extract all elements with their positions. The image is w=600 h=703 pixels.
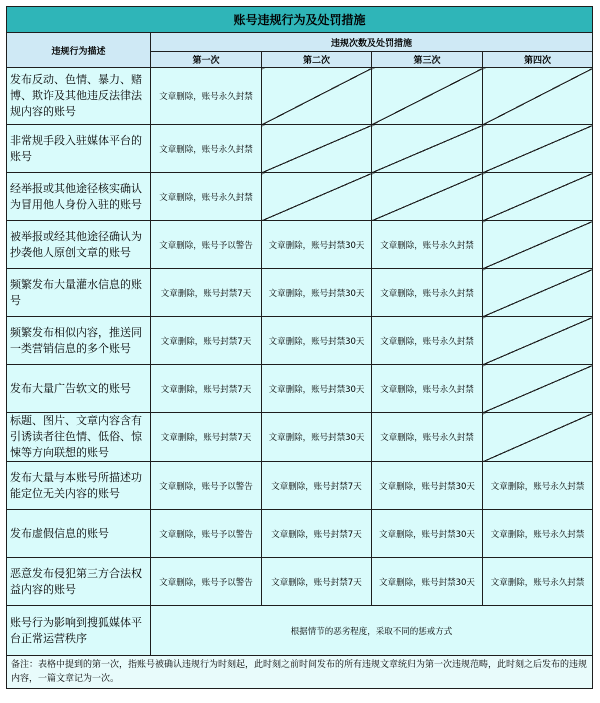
table-row xyxy=(7,68,593,125)
not-applicable-cell xyxy=(483,269,593,317)
not-applicable-cell xyxy=(483,173,593,221)
penalty-cell: 文章删除，账号封禁7天 xyxy=(151,317,262,365)
not-applicable-cell xyxy=(372,68,483,125)
header-second: 第二次 xyxy=(262,52,372,68)
violation-description: 恶意发布侵犯第三方合法权益内容的账号 xyxy=(7,558,151,606)
table-row xyxy=(7,221,593,269)
violation-description: 被举报或经其他途径确认为抄袭他人原创文章的账号 xyxy=(7,221,151,269)
penalty-cell: 文章删除，账号永久封禁 xyxy=(151,68,262,125)
table-row xyxy=(7,606,593,656)
penalty-cell: 文章删除，账号封禁30天 xyxy=(262,317,372,365)
penalty-cell: 文章删除，账号封禁7天 xyxy=(262,558,372,606)
table-row xyxy=(7,317,593,365)
penalty-cell: 文章删除，账号永久封禁 xyxy=(151,173,262,221)
penalty-cell: 文章删除，账号封禁30天 xyxy=(372,462,483,510)
not-applicable-cell xyxy=(262,125,372,173)
penalty-merged-cell: 根据情节的恶劣程度，采取不同的惩戒方式 xyxy=(151,606,593,656)
not-applicable-cell xyxy=(262,173,372,221)
penalty-cell: 文章删除，账号予以警告 xyxy=(151,221,262,269)
violation-description: 频繁发布大量灌水信息的账号 xyxy=(7,269,151,317)
penalty-cell: 文章删除，账号永久封禁 xyxy=(483,558,593,606)
table-row xyxy=(7,269,593,317)
penalty-cell: 文章删除，账号封禁7天 xyxy=(262,462,372,510)
header-third: 第三次 xyxy=(372,52,483,68)
penalty-cell: 文章删除，账号永久封禁 xyxy=(151,125,262,173)
not-applicable-cell xyxy=(372,125,483,173)
not-applicable-cell xyxy=(262,68,372,125)
not-applicable-cell xyxy=(483,365,593,413)
not-applicable-cell xyxy=(483,413,593,462)
table-row xyxy=(7,365,593,413)
penalty-cell: 文章删除，账号封禁30天 xyxy=(262,413,372,462)
table-row xyxy=(7,413,593,462)
violation-description: 发布大量与本账号所描述功能定位无关内容的账号 xyxy=(7,462,151,510)
table-title: 账号违规行为及处罚措施 xyxy=(7,7,593,33)
not-applicable-cell xyxy=(483,221,593,269)
header-first: 第一次 xyxy=(151,52,262,68)
penalty-cell: 文章删除，账号予以警告 xyxy=(151,462,262,510)
penalty-cell: 文章删除，账号封禁7天 xyxy=(151,413,262,462)
penalty-cell: 文章删除，账号封禁7天 xyxy=(151,365,262,413)
penalty-cell: 文章删除，账号永久封禁 xyxy=(483,462,593,510)
table-row xyxy=(7,510,593,558)
note-row xyxy=(7,656,593,689)
violation-description: 发布反动、色情、暴力、赌博、欺诈及其他违反法律法规内容的账号 xyxy=(7,68,151,125)
penalty-table-container xyxy=(6,6,592,689)
violation-description: 经举报或其他途径核实确认为冒用他人身份入驻的账号 xyxy=(7,173,151,221)
not-applicable-cell xyxy=(483,68,593,125)
not-applicable-cell xyxy=(483,125,593,173)
penalty-cell: 文章删除，账号封禁30天 xyxy=(372,558,483,606)
table-row xyxy=(7,125,593,173)
penalty-cell: 文章删除，账号永久封禁 xyxy=(372,269,483,317)
table-row xyxy=(7,173,593,221)
penalty-cell: 文章删除，账号永久封禁 xyxy=(372,317,483,365)
violation-description: 非常规手段入驻媒体平台的账号 xyxy=(7,125,151,173)
penalty-cell: 文章删除，账号封禁30天 xyxy=(372,510,483,558)
not-applicable-cell xyxy=(372,173,483,221)
penalty-cell: 文章删除，账号封禁7天 xyxy=(262,510,372,558)
penalty-cell: 文章删除，账号永久封禁 xyxy=(483,510,593,558)
header-count-group: 违规次数及处罚措施 xyxy=(151,33,593,52)
violation-description: 频繁发布相似内容，推送同一类营销信息的多个账号 xyxy=(7,317,151,365)
header-desc-col: 违规行为描述 xyxy=(7,33,151,68)
not-applicable-cell xyxy=(483,317,593,365)
penalty-cell: 文章删除，账号永久封禁 xyxy=(372,221,483,269)
penalty-cell: 文章删除，账号封禁7天 xyxy=(151,269,262,317)
penalty-table xyxy=(6,6,593,689)
penalty-cell: 文章删除，账号封禁30天 xyxy=(262,365,372,413)
header-fourth: 第四次 xyxy=(483,52,593,68)
table-note: 备注：表格中提到的第一次，指账号被确认违规行为时刻起，此时刻之前时间发布的所有违规文章统归为第一次违规范畴，此时刻之后发布的违规内容，一篇文章记为一次。 xyxy=(7,656,593,689)
penalty-cell: 文章删除，账号封禁30天 xyxy=(262,269,372,317)
violation-description: 发布虚假信息的账号 xyxy=(7,510,151,558)
penalty-cell: 文章删除，账号予以警告 xyxy=(151,558,262,606)
penalty-cell: 文章删除，账号永久封禁 xyxy=(372,413,483,462)
table-row xyxy=(7,558,593,606)
penalty-cell: 文章删除，账号予以警告 xyxy=(151,510,262,558)
violation-description: 标题、图片、文章内容含有引诱读者往色情、低俗、惊悚等方向联想的账号 xyxy=(7,413,151,462)
penalty-cell: 文章删除，账号永久封禁 xyxy=(372,365,483,413)
penalty-cell: 文章删除，账号封禁30天 xyxy=(262,221,372,269)
table-row xyxy=(7,462,593,510)
violation-description: 账号行为影响到搜狐媒体平台正常运营秩序 xyxy=(7,606,151,656)
violation-description: 发布大量广告软文的账号 xyxy=(7,365,151,413)
